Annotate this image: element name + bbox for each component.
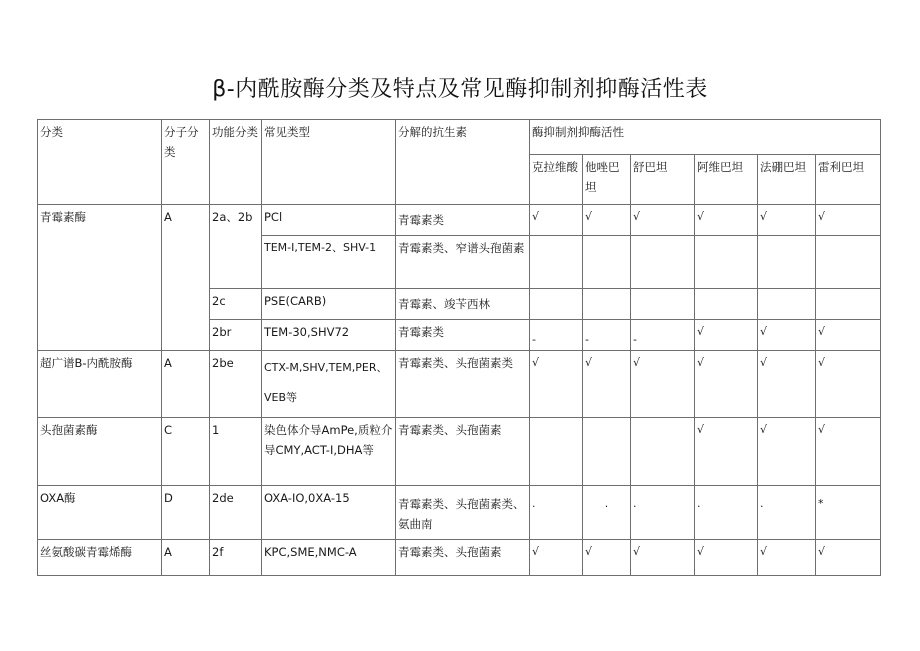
- mark-cell: [583, 236, 631, 289]
- mark-cell: √: [758, 418, 816, 486]
- mark-cell: √: [695, 205, 758, 236]
- enzyme-name: 头孢菌素酶: [38, 418, 162, 486]
- mark-cell: .: [758, 486, 816, 540]
- page-title: β-内酰胺酶分类及特点及常见酶抑制剂抑酶活性表: [212, 77, 708, 102]
- antibiotics: 青霉素类、窄谱头孢菌素: [396, 236, 530, 289]
- mark-cell: .: [695, 486, 758, 540]
- header-inhibitor-relebactam: 雷利巴坦: [816, 155, 881, 205]
- mark-cell: [695, 236, 758, 289]
- enzyme-name: 青霉素酶: [38, 205, 162, 351]
- molecular-class: A: [162, 205, 210, 351]
- functional-class: 2c: [210, 289, 262, 320]
- header-classification: 分类: [38, 120, 162, 205]
- header-inhibitor-vaborbactam: 法硼巴坦: [758, 155, 816, 205]
- mark-cell: [816, 236, 881, 289]
- mark-cell: [631, 236, 695, 289]
- mark-cell: √: [758, 351, 816, 418]
- mark-cell: √: [695, 418, 758, 486]
- mark-cell: √: [583, 205, 631, 236]
- table-row: [38, 418, 881, 486]
- mark-cell: √: [530, 540, 583, 576]
- mark-cell: √: [816, 351, 881, 418]
- mark-cell: [530, 289, 583, 320]
- molecular-class: C: [162, 418, 210, 486]
- mark-cell: √: [583, 351, 631, 418]
- header-functional: 功能分类: [210, 120, 262, 205]
- header-antibiotics: 分解的抗生素: [396, 120, 530, 205]
- mark-cell: √: [695, 540, 758, 576]
- mark-cell: .: [583, 486, 631, 540]
- mark-cell: .: [631, 486, 695, 540]
- common-types: 染色体介导AmPe,质粒介导CMY,ACT-I,DHA等: [262, 418, 396, 486]
- mark-cell: -: [631, 320, 695, 351]
- header-inhibitor-group: 酶抑制剂抑酶活性: [530, 120, 881, 155]
- functional-class: 2f: [210, 540, 262, 576]
- enzyme-table: [37, 119, 881, 576]
- header-inhibitor-tazobactam: 他唑巴坦: [583, 155, 631, 205]
- common-types: TEM-30,SHV72: [262, 320, 396, 351]
- mark-cell: -: [583, 320, 631, 351]
- mark-cell: √: [816, 540, 881, 576]
- antibiotics: 青霉素类、头孢菌素类、氨曲南: [396, 486, 530, 540]
- antibiotics: 青霉素类、头孢菌素类: [396, 351, 530, 418]
- mark-cell: √: [530, 351, 583, 418]
- mark-cell: √: [816, 205, 881, 236]
- common-types: PSE(CARB): [262, 289, 396, 320]
- common-types: KPC,SME,NMC-A: [262, 540, 396, 576]
- mark-cell: √: [631, 205, 695, 236]
- mark-cell: √: [631, 351, 695, 418]
- enzyme-name: 超广谱B-内酰胺酶: [38, 351, 162, 418]
- antibiotics: 青霉素类、头孢菌素: [396, 540, 530, 576]
- mark-cell: √: [816, 418, 881, 486]
- common-types: TEM-I,TEM-2、SHV-1: [262, 236, 396, 289]
- mark-cell: [695, 289, 758, 320]
- header-inhibitor-sulbactam: 舒巴坦: [631, 155, 695, 205]
- molecular-class: A: [162, 540, 210, 576]
- common-types: CTX-M,SHV,TEM,PER、VEB等: [262, 351, 396, 418]
- table-row: [38, 351, 881, 418]
- table-row: [38, 486, 881, 540]
- antibiotics: 青霉素、竣苄西林: [396, 289, 530, 320]
- molecular-class: A: [162, 351, 210, 418]
- antibiotics: 青霉素类: [396, 320, 530, 351]
- mark-cell: [583, 418, 631, 486]
- mark-cell: [758, 289, 816, 320]
- table-row: [38, 540, 881, 576]
- mark-cell: √: [530, 205, 583, 236]
- mark-cell: √: [816, 320, 881, 351]
- mark-cell: [631, 289, 695, 320]
- molecular-class: D: [162, 486, 210, 540]
- mark-cell: *: [816, 486, 881, 540]
- mark-cell: [530, 236, 583, 289]
- enzyme-name: OXA酶: [38, 486, 162, 540]
- mark-cell: √: [631, 540, 695, 576]
- mark-cell: [816, 289, 881, 320]
- enzyme-name: 丝氨酸碳青霉烯酶: [38, 540, 162, 576]
- mark-cell: .: [530, 486, 583, 540]
- functional-class: 2be: [210, 351, 262, 418]
- table-row: [38, 205, 881, 236]
- mark-cell: [583, 289, 631, 320]
- header-inhibitor-avibactam: 阿维巴坦: [695, 155, 758, 205]
- mark-cell: √: [758, 320, 816, 351]
- mark-cell: [631, 418, 695, 486]
- header-inhibitor-clavulanate: 克拉维酸: [530, 155, 583, 205]
- mark-cell: [758, 236, 816, 289]
- mark-cell: -: [530, 320, 583, 351]
- functional-class: 2a、2b: [210, 205, 262, 289]
- mark-cell: √: [695, 320, 758, 351]
- antibiotics: 青霉素类、头孢菌素: [396, 418, 530, 486]
- antibiotics: 青霉素类: [396, 205, 530, 236]
- mark-cell: √: [758, 540, 816, 576]
- mark-cell: √: [583, 540, 631, 576]
- mark-cell: √: [695, 351, 758, 418]
- functional-class: 1: [210, 418, 262, 486]
- functional-class: 2de: [210, 486, 262, 540]
- header-molecular: 分子分类: [162, 120, 210, 205]
- header-common-types: 常见类型: [262, 120, 396, 205]
- common-types: PCl: [262, 205, 396, 236]
- common-types: OXA-IO,0XA-15: [262, 486, 396, 540]
- mark-cell: √: [758, 205, 816, 236]
- mark-cell: [530, 418, 583, 486]
- functional-class: 2br: [210, 320, 262, 351]
